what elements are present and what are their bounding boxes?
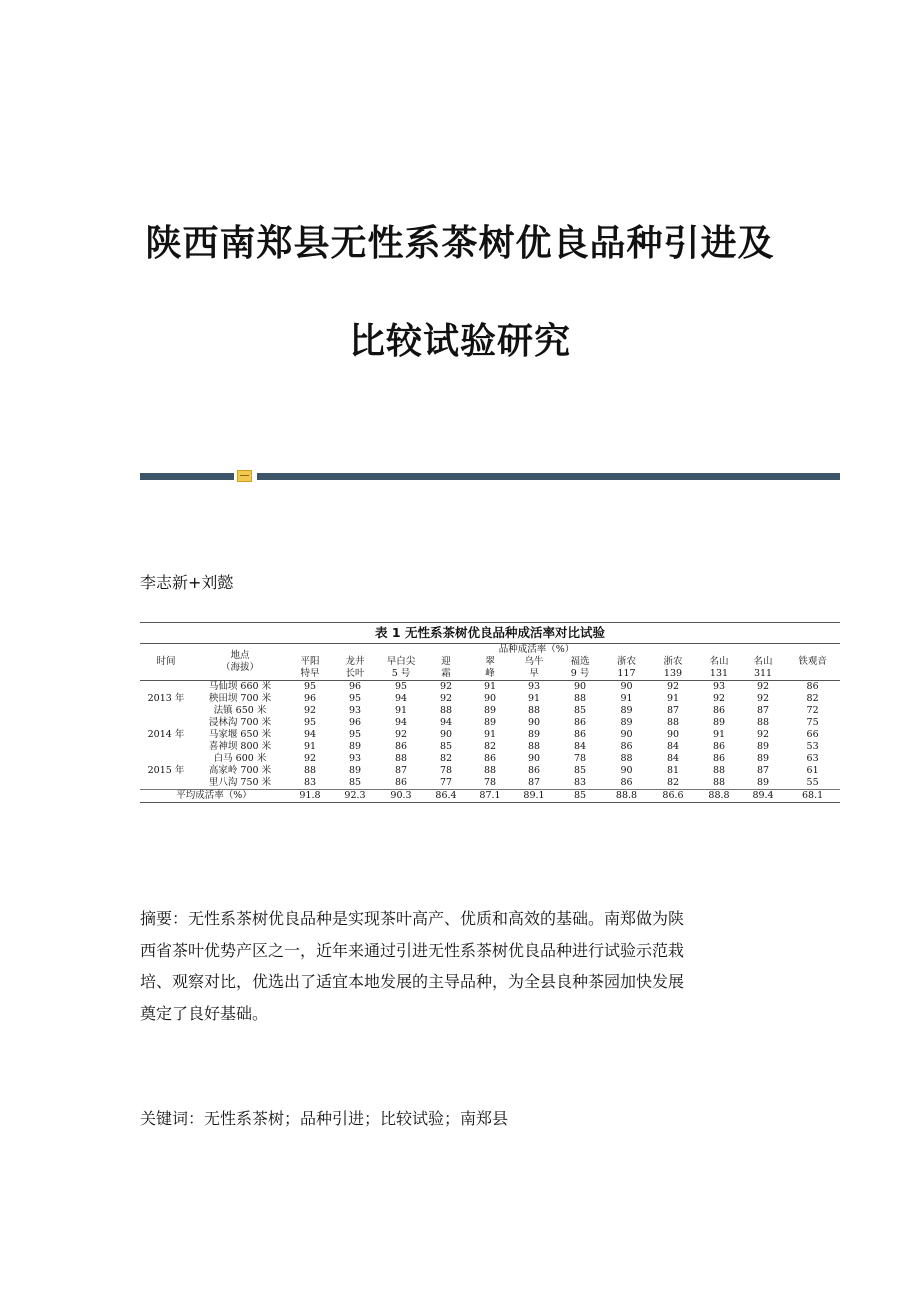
value-cell: 94 [303, 729, 317, 740]
header-variety: 117 [604, 668, 649, 681]
table-row [140, 717, 840, 729]
value-cell: 75 [806, 717, 819, 728]
value-cell: 87 [666, 705, 680, 716]
value-cell: 88 [712, 777, 726, 788]
value-cell: 88 [439, 705, 453, 716]
average-value: 68.1 [785, 790, 840, 803]
value-cell: 78 [483, 777, 497, 788]
keywords: 关键词：无性系茶树；品种引进；比较试验；南郑县 [140, 1109, 509, 1128]
average-value: 90.3 [378, 790, 424, 803]
value-cell: 82 [439, 753, 453, 764]
value-cell: 94 [439, 717, 453, 728]
header-variety [785, 644, 840, 681]
header-variety: 311 [741, 668, 785, 681]
value-cell: 94 [394, 717, 408, 728]
value-cell: 86 [394, 777, 408, 788]
value-cell: 84 [666, 741, 680, 752]
value-cell: 86 [394, 741, 408, 752]
average-value: 88.8 [604, 790, 649, 803]
header-location-line: 地点 [230, 650, 250, 661]
value-cell: 92 [756, 681, 770, 692]
header-variety: 特早 [288, 668, 332, 681]
value-cell: 88 [756, 717, 770, 728]
value-cell: 88 [527, 705, 541, 716]
value-cell: 77 [439, 777, 453, 788]
value-cell: 91 [527, 693, 541, 704]
average-value: 91.8 [288, 790, 332, 803]
header-variety: 龙井 [345, 656, 365, 667]
header-variety: 福选 [570, 656, 590, 667]
value-cell: 88 [527, 741, 541, 752]
value-cell: 93 [348, 753, 362, 764]
abstract [140, 903, 780, 1029]
average-value: 88.8 [697, 790, 741, 803]
value-cell: 87 [394, 765, 408, 776]
value-cell: 92 [303, 753, 317, 764]
value-cell: 89 [348, 765, 362, 776]
value-cell: 55 [806, 777, 819, 788]
data-table [140, 644, 840, 803]
header-variety: 名山 [753, 656, 773, 667]
average-value: 89.4 [741, 790, 785, 803]
location-cell: 浸林沟 700 米 [208, 717, 272, 728]
location-cell: 喜神坝 800 米 [208, 741, 272, 752]
value-cell: 87 [756, 705, 770, 716]
value-cell: 91 [666, 693, 680, 704]
table-row [140, 705, 840, 717]
value-cell: 92 [439, 693, 453, 704]
value-cell: 86 [483, 753, 497, 764]
divider-bar-left [140, 473, 234, 480]
value-cell: 92 [303, 705, 317, 716]
average-value: 92.3 [332, 790, 378, 803]
value-cell: 95 [303, 681, 317, 692]
header-variety: 浙农 [663, 656, 683, 667]
value-cell: 96 [303, 693, 317, 704]
value-cell: 96 [348, 717, 362, 728]
value-cell: 84 [666, 753, 680, 764]
header-variety: 早 [512, 668, 556, 681]
table-row [140, 765, 840, 777]
header-variety: 9 号 [556, 668, 604, 681]
value-cell: 89 [620, 717, 633, 728]
value-cell: 90 [439, 729, 453, 740]
survival-rate-table [140, 622, 840, 808]
average-value: 85 [556, 790, 604, 803]
table-row [140, 681, 840, 694]
average-value: 89.1 [512, 790, 556, 803]
value-cell: 78 [439, 765, 453, 776]
value-cell: 95 [303, 717, 317, 728]
value-cell: 83 [573, 777, 587, 788]
value-cell: 89 [620, 705, 633, 716]
header-location-line: （海拔） [220, 662, 259, 673]
value-cell: 91 [712, 729, 726, 740]
header-location [192, 644, 288, 681]
value-cell: 91 [394, 705, 408, 716]
average-row [140, 790, 840, 803]
value-cell: 84 [573, 741, 587, 752]
year-cell: 2013 年 [147, 693, 185, 704]
abstract-line: 奠定了良好基础。 [140, 1003, 269, 1023]
value-cell: 92 [756, 693, 770, 704]
value-cell: 95 [348, 729, 362, 740]
value-cell: 90 [666, 729, 680, 740]
value-cell: 83 [303, 777, 317, 788]
abstract-line: 培、观察对比，优选出了适宜本地发展的主导品种，为全县良种茶园加快发展 [140, 972, 685, 991]
value-cell: 85 [573, 705, 587, 716]
header-variety: 131 [697, 668, 741, 681]
value-cell: 92 [666, 681, 680, 692]
value-cell: 63 [806, 753, 819, 764]
value-cell: 82 [666, 777, 680, 788]
value-cell: 89 [712, 717, 726, 728]
average-value: 86.6 [649, 790, 697, 803]
value-cell: 96 [348, 681, 362, 692]
header-variety: 早白尖 [386, 656, 416, 667]
location-cell: 白马 600 米 [213, 753, 267, 764]
value-cell: 91 [483, 681, 497, 692]
value-cell: 89 [483, 717, 497, 728]
value-cell: 87 [756, 765, 770, 776]
year-cell: 2014 年 [147, 729, 185, 740]
header-variety-line: 铁观音 [798, 656, 827, 667]
location-cell: 高家岭 700 米 [208, 765, 272, 776]
value-cell: 66 [806, 729, 819, 740]
table-row [140, 693, 840, 705]
value-cell: 72 [806, 705, 819, 716]
abstract-line: 西省茶叶优势产区之一，近年来通过引进无性系茶树优良品种进行试验示范栽 [140, 940, 685, 960]
value-cell: 85 [439, 741, 453, 752]
value-cell: 88 [712, 765, 726, 776]
value-cell: 91 [303, 741, 317, 752]
header-group-survival-rate: 品种成活率（%） [498, 644, 575, 655]
table-row [140, 729, 840, 741]
value-cell: 89 [527, 729, 541, 740]
value-cell: 92 [756, 729, 770, 740]
value-cell: 89 [756, 777, 770, 788]
section-divider [140, 470, 840, 482]
location-cell: 秧田坝 700 米 [208, 693, 272, 704]
value-cell: 88 [303, 765, 317, 776]
value-cell: 85 [573, 765, 587, 776]
value-cell: 86 [573, 717, 587, 728]
divider-bar-right [257, 473, 840, 480]
header-variety: 平阳 [300, 656, 320, 667]
value-cell: 86 [712, 705, 726, 716]
header-time: 时间 [140, 644, 192, 681]
header-variety: 迎 [441, 656, 451, 667]
value-cell: 88 [666, 717, 680, 728]
value-cell: 93 [348, 705, 362, 716]
table-caption: 表 1 无性系茶树优良品种成活率对比试验 [140, 623, 840, 644]
header-variety: 霜 [424, 668, 468, 681]
value-cell: 78 [573, 753, 587, 764]
value-cell: 87 [527, 777, 541, 788]
value-cell: 93 [712, 681, 726, 692]
value-cell: 86 [712, 753, 726, 764]
value-cell: 93 [527, 681, 541, 692]
value-cell: 86 [806, 681, 819, 692]
value-cell: 53 [806, 741, 819, 752]
header-variety: 长叶 [332, 668, 378, 681]
value-cell: 89 [756, 753, 770, 764]
value-cell: 91 [483, 729, 497, 740]
value-cell: 86 [620, 777, 633, 788]
value-cell: 95 [394, 681, 408, 692]
value-cell: 90 [527, 753, 541, 764]
value-cell: 90 [620, 729, 633, 740]
value-cell: 90 [620, 681, 633, 692]
paper-title-line-2: 比较试验研究 [348, 320, 571, 362]
value-cell: 92 [394, 729, 408, 740]
value-cell: 88 [394, 753, 408, 764]
location-cell: 马家堰 650 米 [208, 729, 272, 740]
value-cell: 92 [712, 693, 726, 704]
location-cell: 里八沟 750 米 [208, 777, 272, 788]
value-cell: 89 [756, 741, 770, 752]
value-cell: 90 [483, 693, 497, 704]
abstract-line: 摘要：无性系茶树优良品种是实现茶叶高产、优质和高效的基础。南郑做为陕 [140, 909, 685, 928]
value-cell: 85 [348, 777, 362, 788]
value-cell: 88 [483, 765, 497, 776]
header-variety: 139 [649, 668, 697, 681]
table-row [140, 741, 840, 753]
header-variety: 5 号 [378, 668, 424, 681]
value-cell: 81 [666, 765, 680, 776]
header-variety: 峰 [468, 668, 512, 681]
envelope-icon [237, 470, 252, 482]
header-variety: 乌牛 [524, 656, 544, 667]
value-cell: 89 [483, 705, 497, 716]
average-label: 平均成活率（%） [140, 790, 288, 803]
value-cell: 82 [483, 741, 497, 752]
value-cell: 86 [573, 729, 587, 740]
value-cell: 90 [527, 717, 541, 728]
header-variety: 名山 [709, 656, 729, 667]
authors: 李志新+刘懿 [140, 573, 234, 592]
year-cell: 2015 年 [147, 765, 185, 776]
location-cell: 马仙坝 660 米 [208, 681, 272, 692]
average-value: 86.4 [424, 790, 468, 803]
table-row [140, 753, 840, 765]
value-cell: 82 [806, 693, 819, 704]
value-cell: 89 [348, 741, 362, 752]
paper-title-line-1: 陕西南郑县无性系茶树优良品种引进及 [145, 222, 775, 264]
location-cell: 法镇 650 米 [213, 705, 267, 716]
value-cell: 86 [712, 741, 726, 752]
value-cell: 88 [573, 693, 587, 704]
header-variety: 翠 [485, 656, 495, 667]
value-cell: 92 [439, 681, 453, 692]
value-cell: 88 [620, 753, 633, 764]
table-row [140, 777, 840, 790]
value-cell: 95 [348, 693, 362, 704]
header-variety: 浙农 [616, 656, 636, 667]
value-cell: 94 [394, 693, 408, 704]
value-cell: 90 [573, 681, 587, 692]
value-cell: 90 [620, 765, 633, 776]
value-cell: 61 [806, 765, 819, 776]
average-value: 87.1 [468, 790, 512, 803]
value-cell: 86 [620, 741, 633, 752]
value-cell: 86 [527, 765, 541, 776]
value-cell: 91 [620, 693, 633, 704]
